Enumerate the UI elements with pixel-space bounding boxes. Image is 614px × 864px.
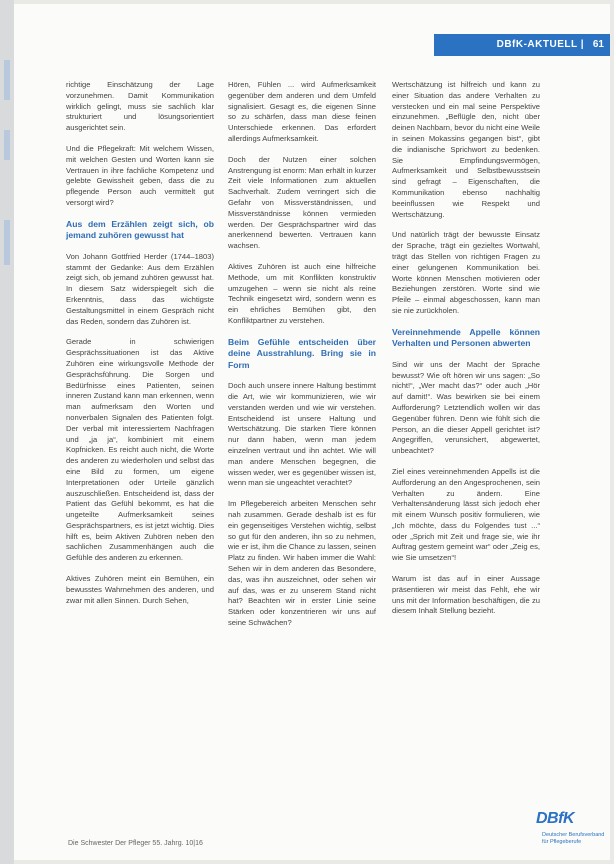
body-paragraph: Aktives Zuhören ist auch eine hilfreiche Methode, um mit Konflikten konstruktiv umzugehen – wenn sie nicht als reine Technik eingesetzt wird, sondern wenn es ein ehrliches Bemühen gibt, den Konfliktpartner zu verstehen. — [228, 261, 376, 325]
body-paragraph: Gerade in schwierigen Gesprächssituationen ist das Aktive Zuhören eine wirkungsvolle Methode der Gesprächsführung. Die Sorgen und Bedürfnisse eines Patienten, seinen inneren Zustand kann man erkennen, wenn man aufmerksam den Worten und nonverbalen Signalen des Patienten folgt. Der verbal mit interessiertem Nachfragen und „ja ja“, kombiniert mit einem Kopfnicken. Es reicht auch nicht, die Worte des anderen zu wiederholen und selbst das eine Bild zu formen, um eigene Interpretationen oder Urteile gänzlich auszuschließen. Entscheidend ist, dass der Patient das Gefühl bekommt, es hat die ungeteilte Aufmerksamkeit seines Gesprächspartners, es ist jetzt wichtig. Dies hilft es, beim Aktiven Zuhören neben den sachlichen Zusammenhängen auch die Gefühle des anderen zu erkennen. — [66, 337, 214, 563]
body-paragraph: Im Pflegebereich arbeiten Menschen sehr nah zusammen. Gerade deshalb ist es für ein gegenseitiges Verstehen wichtig, selbst so gut für den anderen, ihn so zu nehmen, wie er ist, ihm die Chance zu lassen, seinen Platz zu finden. Wir haben immer die Wahl: Sehen wir in dem anderen das Besondere, das, was ihn auszeichnet, oder sehen wir auf das, was er zu unserem Stand nicht hat? Beachten wir in erster Linie seine Stärken oder konzentrieren wir uns auf seine Schwächen? — [228, 499, 376, 627]
section-heading: Aus dem Erzählen zeigt sich, ob jemand zuhören gewusst hat — [66, 218, 214, 241]
logo-subline: Deutscher Berufsverband für Pflegeberufe — [542, 832, 605, 845]
body-paragraph: Sind wir uns der Macht der Sprache bewusst? Wie oft hören wir uns sagen: „So nicht!“, „Wer macht das?“ oder auch „Hör auf damit!“. Was bewirken sie bei einem Aufforderung? Letztendlich wollen wir das Gegenüber führen. Denn wie fühlt sich die Person, an die dieser Appell gerichtet ist? Angegriffen, verunsichert, abgewertet, unbeachtet? — [392, 359, 540, 456]
body-paragraph: Doch der Nutzen einer solchen Anstrengung ist enorm: Man erhält in kurzer Zeit viele Informationen zum aktuellen Sachverhalt. Zudem verringert sich die Gefahr von Missverständnissen, und Missverständnisse können vermieden werden. Der Gesprächspartner wird das anerkennend bewerten. Vertrauen kann wachsen. — [228, 154, 376, 251]
text-column-3 — [392, 80, 540, 627]
body-paragraph: Und natürlich trägt der bewusste Einsatz der Sprache, trägt ein gezieltes Wortwahl, trägt das Stellen von richtigen Fragen zu einer gelungenen Kommunikation bei. Worte können Menschen motivieren oder Beziehungen zerstören. Worte sind wie Pfeile – einmal abgeschossen, kann man sie nie zurückholen. — [392, 230, 540, 315]
text-column-1 — [66, 80, 214, 616]
magazine-page — [14, 4, 610, 860]
body-paragraph: Doch auch unsere innere Haltung bestimmt die Art, wie wir kommunizieren, wie wir verstanden werden und wie wir verstehen. Entscheidend ist unsere Haltung und Wertschätzung. Die starken Tiere können nur dann haben, wenn man jedem einzelnen vertraut und ihn achtet. Wie will man andere Menschen begegnen, die wissen weder, wer es gegenüber wissen ist, wenn man sie ungeachtet verachtet? — [228, 381, 376, 488]
footer-citation: Die Schwester Der Pfleger 55. Jahrg. 10|16 — [68, 840, 203, 847]
body-paragraph: richtige Einschätzung der Lage vorzunehmen. Damit Kommunikation wirklich gelingt, muss sie sachlich klar strukturiert und lösungsorientiert ausgerichtet sein. — [66, 80, 214, 133]
binding-color-mark — [4, 130, 10, 160]
text-column-2 — [228, 80, 376, 639]
body-paragraph: Und die Pflegekraft: Mit welchem Wissen, mit welchen Gesten und Worten kann sie Vertrauen in ihre fachliche Kompetenz und gelebte Gewissheit geben, dass die zu pflegende Person auch vermittelt gut versorgt wird? — [66, 143, 214, 207]
binding-color-mark — [4, 60, 10, 100]
body-paragraph: Wertschätzung ist hilfreich und kann zu einer Situation das andere Verhalten zu verstecken und ein mal seine Perspektive einzunehmen. „Beflügle den, nicht über deinen Nachbarn, bevor du nicht eine Weile in seinen Mokassins gegangen bist“, gibt die indianische Sprichwort zu bedenken. Sie Empfindungsvermögen, Aufmerksamkeit und Selbstbewusstsein sind gefragt – Eigenschaften, die Kommunikation ebenso nachhaltig beeinflussen wie Respekt und Wertschätzung. — [392, 80, 540, 219]
body-paragraph: Aktives Zuhören meint ein Bemühen, ein bewusstes Wahrnehmen des anderen, und zwar mit allen Sinnen. Durch Sehen, — [66, 574, 214, 605]
body-paragraph: Hören, Fühlen ... wird Aufmerksamkeit gegenüber dem anderen und dem Umfeld signalisiert. Gesagt es, die eigenen Sinne so zu schärfen, dass man diese feinen Unterschiede erkennen. Das erfordert allerdings Aufmerksamkeit. — [228, 80, 376, 143]
logo-wordmark: DBfK — [536, 810, 574, 827]
section-heading: Vereinnehmende Appelle können Verhalten und Personen abwerten — [392, 326, 540, 349]
section-header-bar — [434, 34, 610, 56]
section-title: DBfK-AKTUELL | — [496, 39, 584, 50]
body-paragraph: Ziel eines vereinnehmenden Appells ist die Aufforderung an den Angesprochenen, sein Verhalten zu ändern. Eine Verhaltensänderung lässt sich jedoch eher mit einem Wunsch positiv formulieren, wie „Ich möchte, dass du Folgendes tust ...“ oder „Sprich mit Zeit und frage sie, wie ihr Auftrag gestern gemeint war“ oder „Zeig es, wie Sie umsetzen“! — [392, 466, 540, 563]
section-heading: Beim Gefühle entscheiden über deine Ausstrahlung. Bring sie in Form — [228, 336, 376, 370]
binding-color-mark — [4, 220, 10, 265]
page-number: 61 — [592, 39, 604, 50]
body-paragraph: Warum ist das auf in einer Aussage präsentieren wir meist das Fehlt, ehe wir uns mit der Information beschäftigen, die zu diesem Inhalt Stellung bezieht. — [392, 574, 540, 616]
dbfk-logo — [526, 810, 610, 850]
body-paragraph: Von Johann Gottfried Herder (1744–1803) stammt der Gedanke: Aus dem Erzählen zeigt sich, ob jemand zuhören gewusst hat. In diesem Satz widerspiegelt sich die Erkenntnis, dass das wichtigste Gestaltungsmittel in einem Gespräch nicht das Reden, sondern das Zuhören ist. — [66, 251, 214, 326]
page-binding-edge — [0, 0, 14, 864]
